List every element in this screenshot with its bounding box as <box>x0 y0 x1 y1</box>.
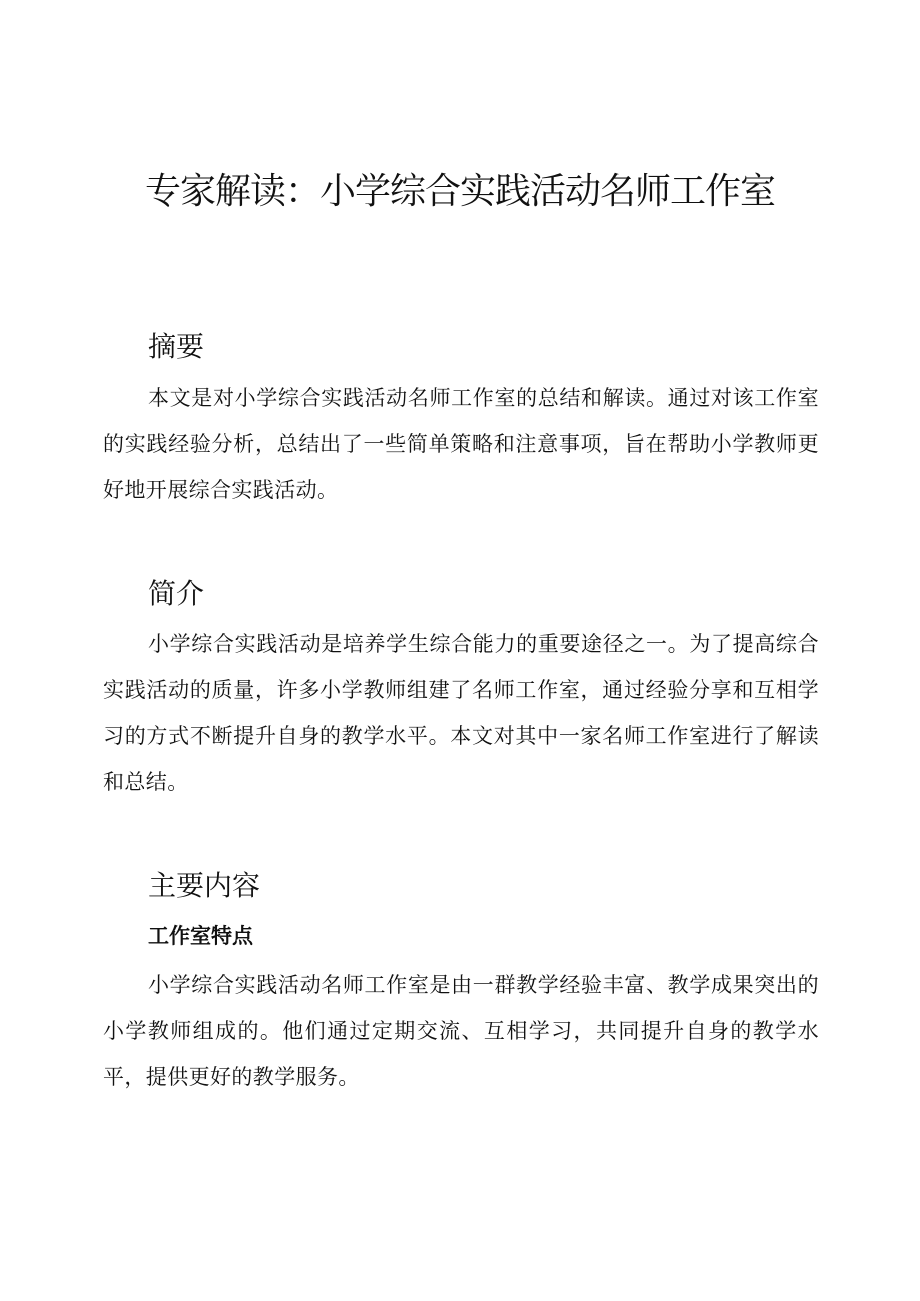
intro-paragraph: 小学综合实践活动是培养学生综合能力的重要途径之一。为了提高综合实践活动的质量，许多小学教师组建了名师工作室，通过经验分享和互相学习的方式不断提升自身的教学水平。本文对其中一家名师工作室进行了解读和总结。 <box>103 632 819 794</box>
intro-heading: 简介 <box>148 577 205 610</box>
abstract-heading: 摘要 <box>148 330 205 363</box>
abstract-paragraph: 本文是对小学综合实践活动名师工作室的总结和解读。通过对该工作室的实践经验分析，总结出了一些简单策略和注意事项，旨在帮助小学教师更好地开展综合实践活动。 <box>103 386 819 502</box>
main-content-heading: 主要内容 <box>148 869 261 902</box>
studio-features-paragraph: 小学综合实践活动名师工作室是由一群教学经验丰富、教学成果突出的小学教师组成的。他们通过定期交流、互相学习，共同提升自身的教学水平，提供更好的教学服务。 <box>103 973 819 1089</box>
studio-features-heading: 工作室特点 <box>148 924 253 948</box>
document-title: 专家解读：小学综合实践活动名师工作室 <box>144 171 775 212</box>
